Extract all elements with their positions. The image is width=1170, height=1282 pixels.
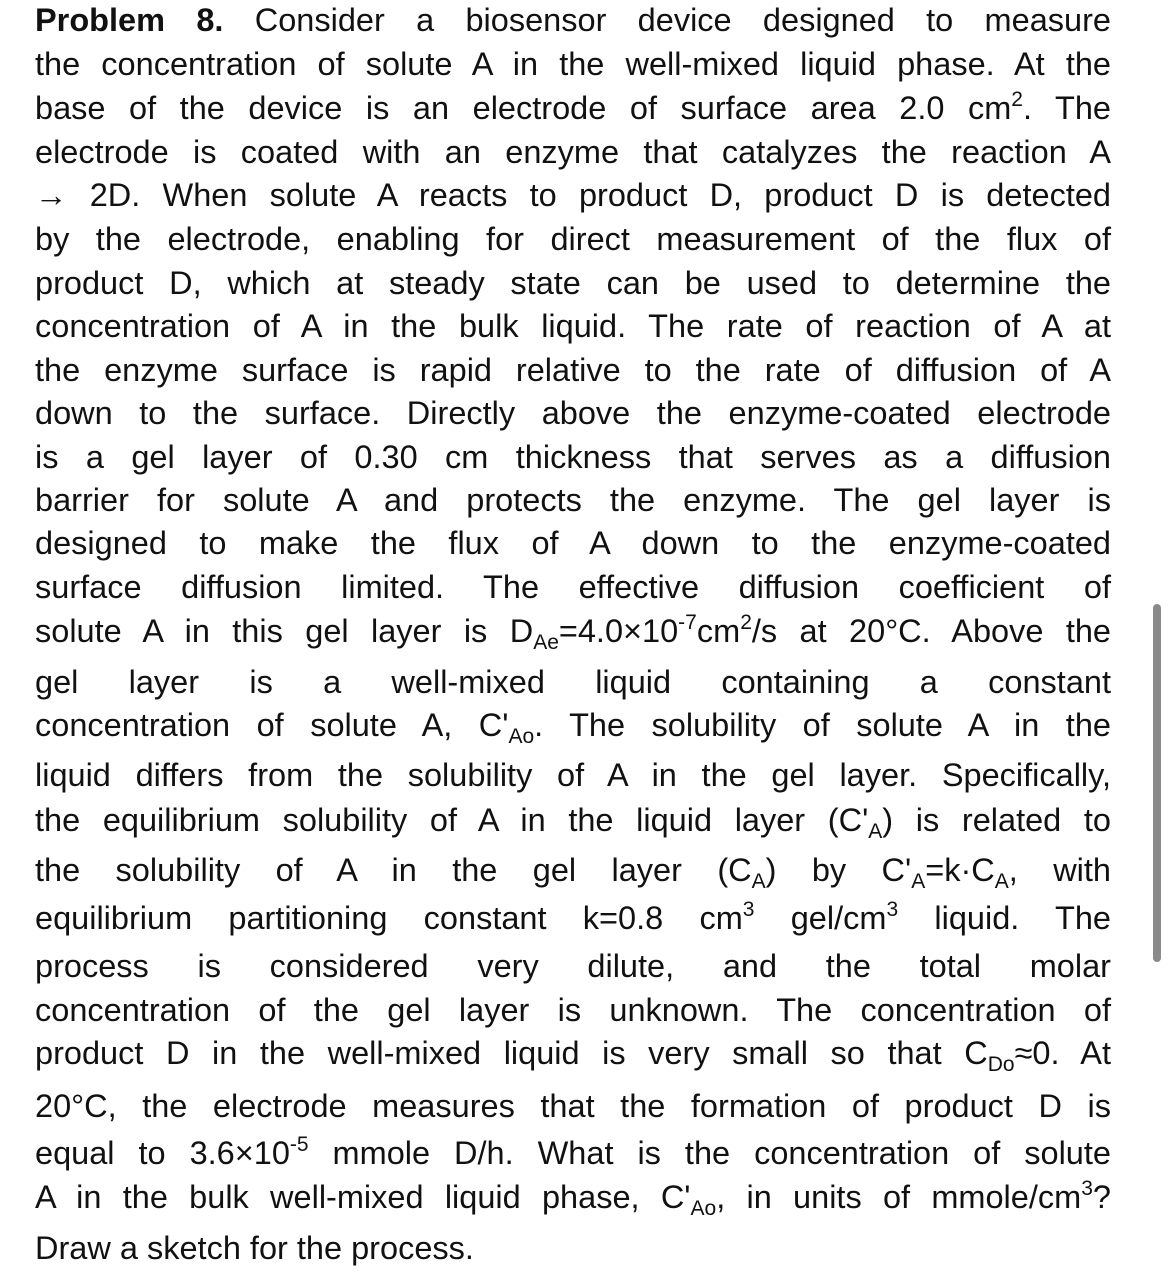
superscript: -7 [678,611,697,634]
text-segment: equal to 3.6×10 [35,1135,290,1171]
text-line [35,1226,1111,1270]
text-line [35,435,1111,479]
text-line [35,1131,1111,1175]
text-segment: process is considered very dilute, and the total molar [35,948,1111,984]
text-segment: equilibrium partitioning constant k=0.8 cm [35,900,743,936]
text-segment: liquid. The [898,900,1111,936]
subscript: A [994,870,1009,893]
text-line [35,217,1111,261]
superscript: 3 [886,898,899,921]
text-segment: concentration of solute A, C' [35,707,509,743]
text-line [35,1175,1111,1219]
text-segment: cm [696,613,741,649]
text-line [35,261,1111,305]
text-segment: Draw a sketch for the process. [35,1230,474,1266]
text-segment: gel layer is a well-mixed liquid containing a constant [35,664,1111,700]
text-line [35,988,1111,1032]
text-segment: A in the bulk well-mixed liquid phase, C' [35,1179,691,1215]
text-line [35,173,1111,217]
subscript: Do [987,1053,1015,1076]
text-segment: the concentration of solute A in the well-mixed liquid phase. At the [35,46,1111,82]
text-segment: mmole D/h. What is the concentration of solute [308,1135,1111,1171]
text-line [35,391,1111,435]
text-line [35,703,1111,747]
superscript: -5 [289,1133,309,1156]
superscript: 3 [742,898,755,921]
text-segment: electrode is coated with an enzyme that catalyzes the reaction A [35,134,1111,170]
text-line [35,521,1111,565]
text-segment: . The [1022,90,1111,126]
text-segment: =4.0×10 [558,613,679,649]
text-segment: , with [1008,852,1111,888]
text-segment: =k·C [925,852,995,888]
text-segment: solute A in this gel layer is D [35,613,534,649]
superscript: 3 [1081,1177,1093,1200]
text-segment: designed to make the flux of A down to the enzyme-coated [35,525,1111,561]
text-segment: base of the device is an electrode of surface area 2.0 cm [35,90,1012,126]
text-segment: barrier for solute A and protects the enzyme. The gel layer is [35,482,1111,518]
superscript: 2 [740,611,752,634]
text-segment: the enzyme surface is rapid relative to the rate of diffusion of A [35,352,1111,388]
text-line [35,1031,1111,1075]
superscript: 2 [1011,88,1023,111]
text-segment: concentration of the gel layer is unknown. The concentration of [35,992,1111,1028]
text-line [35,348,1111,392]
text-line [35,609,1111,653]
text-segment: surface diffusion limited. The effective diffusion coefficient of [35,569,1111,605]
text-line [35,660,1111,704]
text-segment: /s at 20°C. Above the [751,613,1112,649]
text-segment: gel/cm [754,900,887,936]
text-segment: Consider a biosensor device designed to measure [223,2,1111,38]
text-segment: the equilibrium solubility of A in the liquid layer (C' [35,802,869,838]
text-line [35,848,1111,892]
text-line [35,130,1111,174]
subscript: Ae [533,631,559,654]
text-segment: product D, which at steady state can be used to determine the [35,265,1111,301]
text-segment: ) by C' [765,852,912,888]
subscript: A [868,820,883,843]
text-line [35,304,1111,348]
text-line [35,1084,1111,1128]
text-segment: liquid differs from the solubility of A in the gel layer. Specifically, [35,757,1111,793]
text-line [35,478,1111,522]
text-segment: ? [1092,1179,1111,1215]
subscript: Ao [690,1197,717,1220]
scrollbar[interactable] [1153,604,1161,962]
problem-label: Problem 8. [35,2,224,38]
text-segment: ) is related to [882,802,1112,838]
subscript: A [911,870,926,893]
subscript: Ao [508,725,535,748]
text-segment: concentration of A in the bulk liquid. The rate of reaction of A at [35,308,1111,344]
text-segment: 20°C, the electrode measures that the formation of product D is [35,1088,1111,1124]
text-segment: ≈0. At [1014,1035,1111,1071]
text-segment: the solubility of A in the gel layer (C [35,852,752,888]
text-line [35,753,1111,797]
text-segment: by the electrode, enabling for direct measurement of the flux of [35,221,1111,257]
text-segment: , in units of mmole/cm [716,1179,1082,1215]
text-line [35,896,1111,940]
text-line [35,944,1111,988]
text-line [35,565,1111,609]
text-line [35,42,1111,86]
text-segment: product D in the well-mixed liquid is very small so that C [35,1035,988,1071]
text-line [35,86,1111,130]
text-segment: . The solubility of solute A in the [534,707,1111,743]
text-line [35,798,1111,842]
subscript: A [751,870,766,893]
text-segment: down to the surface. Directly above the enzyme-coated electrode [35,395,1111,431]
text-segment: → 2D. When solute A reacts to product D, product D is detected [35,177,1111,213]
text-segment: is a gel layer of 0.30 cm thickness that serves as a diffusion [35,439,1111,475]
text-line [35,0,1111,42]
